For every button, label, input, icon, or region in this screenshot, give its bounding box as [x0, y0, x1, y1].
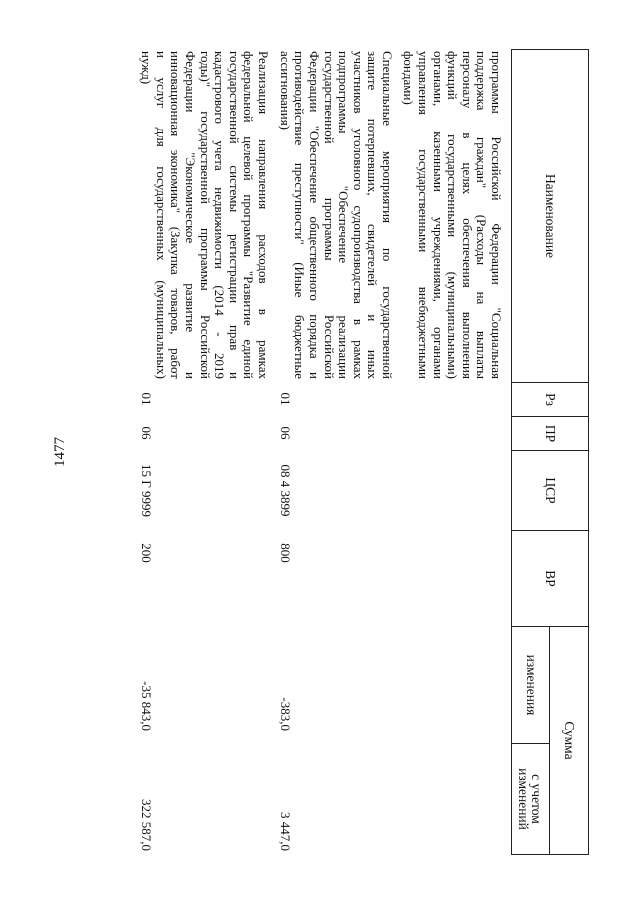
col-header-csr: ЦСР: [543, 477, 559, 504]
col-header-pr: ПР: [543, 424, 559, 443]
row-3-total: 322 587,0: [139, 799, 154, 851]
row-2-csr: 08 4 3899: [278, 464, 293, 517]
row-3-line-3: государственной системы регистрации прав и: [226, 51, 242, 379]
table-row-3-name: [139, 51, 270, 379]
table-row-1-name: [401, 51, 503, 379]
row-3-csr: 15 Г 9999: [139, 463, 154, 517]
col-header-change: изменения: [523, 654, 539, 716]
col-header-rz: Рз: [543, 393, 559, 406]
row-2-rz: 01: [278, 392, 293, 406]
row-3-line-6: Федерации "Экономическое развитие и: [183, 51, 199, 379]
row-3-vr: 200: [139, 543, 154, 563]
row-2-line-8: ассигнования): [277, 51, 293, 131]
row-2-line-5: государственной программы Российской: [321, 51, 337, 379]
row-2-change: -383,0: [278, 697, 293, 731]
row-1-line-6: управления государственными внебюджетными: [416, 51, 432, 379]
row-1-line-4: функций государственными (муниципальными): [445, 51, 461, 379]
budget-table: [135, 49, 589, 855]
rotated-page: [135, 49, 589, 855]
row-3-line-5: годы)" государственной программы Российской: [197, 51, 213, 379]
row-3-line-7: инновационная экономика" (Закупка товаров, работ: [168, 51, 184, 379]
row-2-total: 3 447,0: [278, 812, 293, 851]
table-row-2-name: [277, 51, 394, 379]
row-1-line-7: фондами): [401, 51, 417, 105]
col-header-sum: Сумма: [562, 721, 578, 760]
row-3-line-1: Реализация направления расходов в рамках: [256, 51, 271, 379]
row-2-pr: 06: [278, 426, 293, 440]
page-number: 1477: [52, 437, 68, 467]
col-header-name: Наименование: [543, 173, 559, 259]
row-3-change: -35 843,0: [139, 681, 154, 731]
row-3-line-4: кадастрового учета недвижимости (2014 - 2019: [212, 51, 228, 379]
row-2-line-1: Специальные мероприятия по государственной: [380, 51, 395, 379]
row-3-rz: 01: [139, 392, 154, 406]
row-3-pr: 06: [139, 426, 154, 440]
row-2-line-4: подпрограммы "Обеспечение реализации: [336, 51, 352, 379]
row-3-line-2: федеральной целевой программы "Развитие единой: [241, 51, 257, 379]
row-3-line-9: нужд): [139, 51, 155, 85]
row-2-vr: 800: [278, 543, 293, 563]
col-header-with-changes-line-1: с учетом: [529, 774, 545, 824]
row-2-line-6: Федерации "Обеспечение общественного порядка и: [307, 51, 323, 379]
row-2-line-7: противодействие преступности" (Иные бюджетные: [292, 51, 308, 379]
row-1-line-5: органами, казенными учреждениями, органами: [430, 51, 446, 379]
col-header-with-changes: [512, 744, 549, 854]
col-header-with-changes-line-2: изменений: [516, 768, 532, 830]
row-1-line-1: программы Российской Федерации "Социальная: [489, 51, 504, 379]
row-2-line-2: защите потерпевших, свидетелей и иных: [365, 51, 381, 379]
row-3-line-8: и услуг для государственных (муниципальных): [153, 51, 169, 379]
col-header-vr: ВР: [543, 570, 559, 587]
row-2-line-3: участников уголовного судопроизводства в рамках: [350, 51, 366, 379]
row-1-line-2: поддержка граждан" (Расходы на выплаты: [474, 51, 490, 379]
row-1-line-3: персоналу в целях обеспечения выполнения: [459, 51, 475, 379]
